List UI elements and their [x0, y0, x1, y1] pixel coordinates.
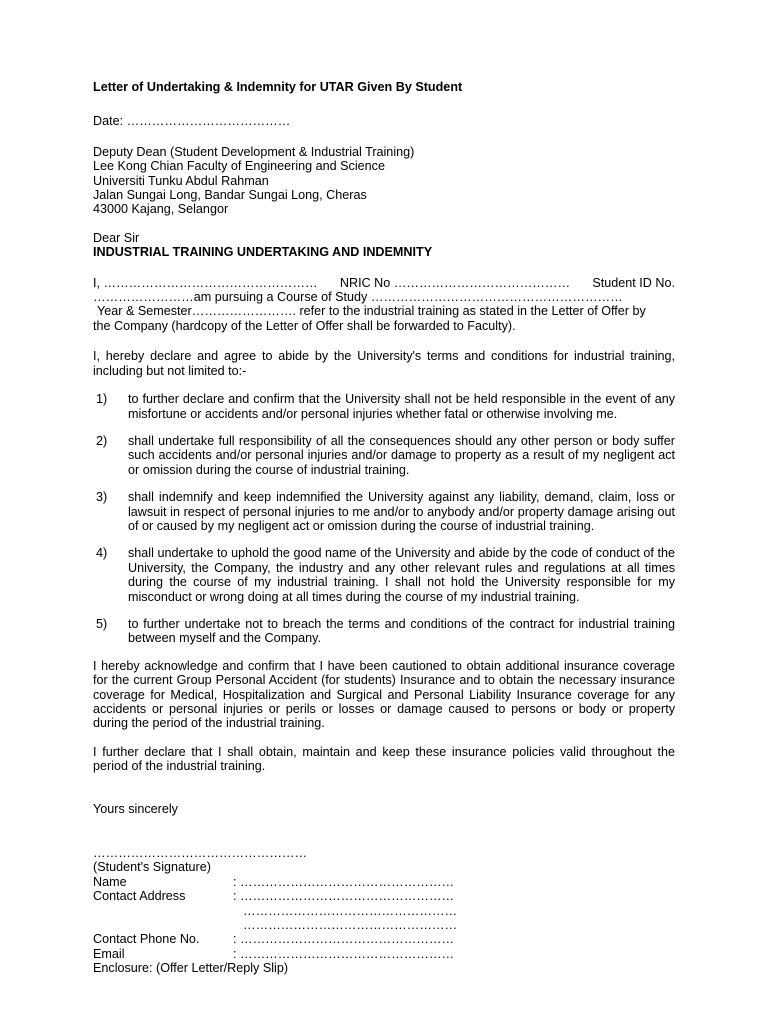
letter-subject: INDUSTRIAL TRAINING UNDERTAKING AND INDEMNITY	[93, 245, 433, 260]
phone-field	[93, 932, 675, 946]
item-text: shall undertake full responsibility of all the consequences should any other person or body suffer such accidents and/or personal injuries and/or damage to property as a result of my negligent act or omission during the course of industrial training.	[128, 433, 675, 477]
enclosure-note: Enclosure: (Offer Letter/Reply Slip)	[93, 961, 289, 976]
address-line: Lee Kong Chian Faculty of Engineering and Science	[93, 159, 385, 174]
student-id-label: Student ID No.	[592, 275, 675, 290]
item-number: 4)	[96, 546, 108, 561]
item-number: 3)	[96, 490, 108, 505]
email-label: Email	[93, 946, 125, 961]
name-blank-line: : ……………………………………………	[233, 874, 455, 889]
list-item	[93, 546, 675, 604]
signature-line: ……………………………………………	[93, 846, 308, 861]
salutation: Dear Sir	[93, 230, 140, 245]
item-text: to further declare and confirm that the University shall not be held responsible in the event of any misfortune or accidents and/or personal injuries whether fatal or otherwise involving me.	[128, 392, 675, 421]
item-text: to further undertake not to breach the terms and conditions of the contract for industrial training between myself and the Company.	[128, 616, 675, 646]
phone-blank-line: : ……………………………………………	[233, 932, 455, 947]
nric-blank: NRIC No ……………………………………	[339, 275, 571, 290]
item-number: 1)	[96, 392, 108, 407]
closing: Yours sincerely	[93, 801, 178, 816]
list-item	[93, 392, 675, 421]
item-text: shall undertake to uphold the good name of the University and abide by the code of conduct of the University, the Company, the industry and any other relevant rules and regulations at all times during the course of my industrial training. I shall not hold the University responsible for my misconduct or wrong doing at all times during the course of my industrial training.	[128, 546, 675, 604]
email-field	[93, 947, 675, 961]
salutation-block	[93, 231, 675, 260]
address-blank-line: : ……………………………………………	[233, 889, 455, 904]
item-text: shall indemnify and keep indemnified the University against any liability, demand, claim, loss or lawsuit in respect of personal injuries to me and/or to anybody and/or property damage arising out of or caused by my negligent act or omission during the course of industrial training.	[128, 490, 675, 533]
insurance-paragraph: I hereby acknowledge and confirm that I have been cautioned to obtain additional insurance coverage for the current Group Personal Accident (for students) Insurance and to obtain the necessary insurance coverage for Medical, Hospitalization and Surgical and Personal Liability Insurance coverage for any accidents or personal injuries or perils or losses or damage caused to persons or body or property during the period of the industrial training.	[93, 658, 675, 731]
item-number: 2)	[96, 433, 108, 448]
address-line: Deputy Dean (Student Development & Industrial Training)	[93, 144, 415, 159]
email-blank-line: : ……………………………………………	[233, 946, 455, 961]
intro-line-1	[93, 276, 675, 290]
name-blank: I, ……………………………………………	[93, 275, 318, 290]
letter-page	[93, 80, 675, 976]
date-line: Date: …………………………………	[93, 114, 291, 129]
address-line: 43000 Kajang, Selangor	[93, 202, 229, 217]
list-item	[93, 490, 675, 533]
address-field	[93, 889, 675, 903]
intro-line-2: ……………………am pursuing a Course of Study ……………………………………………………	[93, 290, 623, 305]
name-field	[93, 875, 675, 889]
item-number: 5)	[96, 616, 108, 631]
list-item	[93, 617, 675, 646]
name-label: Name	[93, 874, 127, 889]
phone-label: Contact Phone No.	[93, 932, 200, 947]
address-blank-line: ……………………………………………	[243, 918, 458, 933]
address-label: Contact Address	[93, 889, 186, 904]
address-line: Universiti Tunku Abdul Rahman	[93, 173, 269, 188]
student-intro	[93, 276, 675, 334]
list-item	[93, 434, 675, 477]
intro-line-3: Year & Semester……………………. refer to the industrial training as stated in the Letter of Offer by	[97, 304, 646, 319]
signature-label: (Student's Signature)	[93, 860, 211, 875]
recipient-address	[93, 145, 675, 217]
intro-line-4: the Company (hardcopy of the Letter of Offer shall be forwarded to Faculty).	[93, 318, 516, 333]
further-declaration: I further declare that I shall obtain, maintain and keep these insurance policies valid throughout the period of the industrial training.	[93, 744, 675, 774]
undertaking-list	[93, 392, 675, 646]
signature-block	[93, 846, 675, 976]
declare-intro: I, hereby declare and agree to abide by the University's terms and conditions for industrial training, including but not limited to:-	[93, 349, 675, 378]
address-line: Jalan Sungai Long, Bandar Sungai Long, Cheras	[93, 188, 367, 203]
letter-title: Letter of Undertaking & Indemnity for UTAR Given By Student	[93, 80, 463, 94]
address-blank-line: ……………………………………………	[243, 903, 458, 918]
